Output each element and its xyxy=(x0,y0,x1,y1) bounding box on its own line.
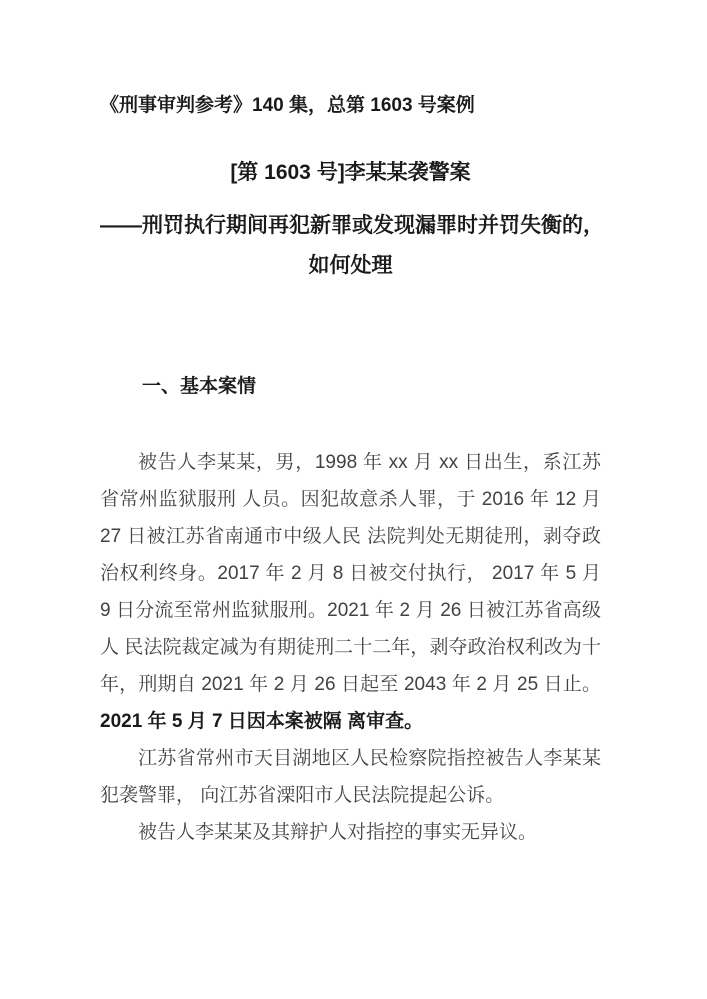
section-body-basic-facts xyxy=(100,444,601,851)
case-subtitle-line-1: ——刑罚执行期间再犯新罪或发现漏罪时并罚失衡的， xyxy=(100,214,604,237)
paragraph-prosecution: 江苏省常州市天目湖地区人民检察院指控被告人李某某犯袭警罪， 向江苏省溧阳市人民法院提起公诉。 xyxy=(100,748,601,806)
case-title: [第 1603 号]李某某袭警案 xyxy=(230,161,471,184)
doc-reference: 《刑事审判参考》140 集，总第 1603 号案例 xyxy=(100,95,475,116)
case-subtitle-line-2: 如何处理 xyxy=(308,254,393,277)
case-subtitle xyxy=(100,206,604,286)
paragraph-defendant-info-regular: 被告人李某某，男，1998 年 xx 月 xx 日出生，系江苏省常州监狱服刑 人员。因犯故意杀人罪，于 2016 年 12 月 27 日被江苏省南通市中级人民 法院判处无期徒刑，剥夺政治权利终身。2017 年 2 月 8 日被交付执行， 2017 年 5 月 9 日分流至常州监狱服刑。2021 年 2 月 26 日被江苏省高级人 民法院裁定减为有期徒刑二十二年，剥夺政治权利改为十年，刑期自 2021 年 2 月 26 日起至 2043 年 2 月 25 日止。 xyxy=(100,452,601,695)
paragraph-defendant-info-bold: 2021 年 5 月 7 日因本案被隔 离审查。 xyxy=(100,711,424,732)
paragraph-defense-response: 被告人李某某及其辩护人对指控的事实无异议。 xyxy=(138,822,538,843)
section-heading-basic-facts: 一、基本案情 xyxy=(142,376,257,397)
paragraph-defendant-info xyxy=(100,444,601,740)
